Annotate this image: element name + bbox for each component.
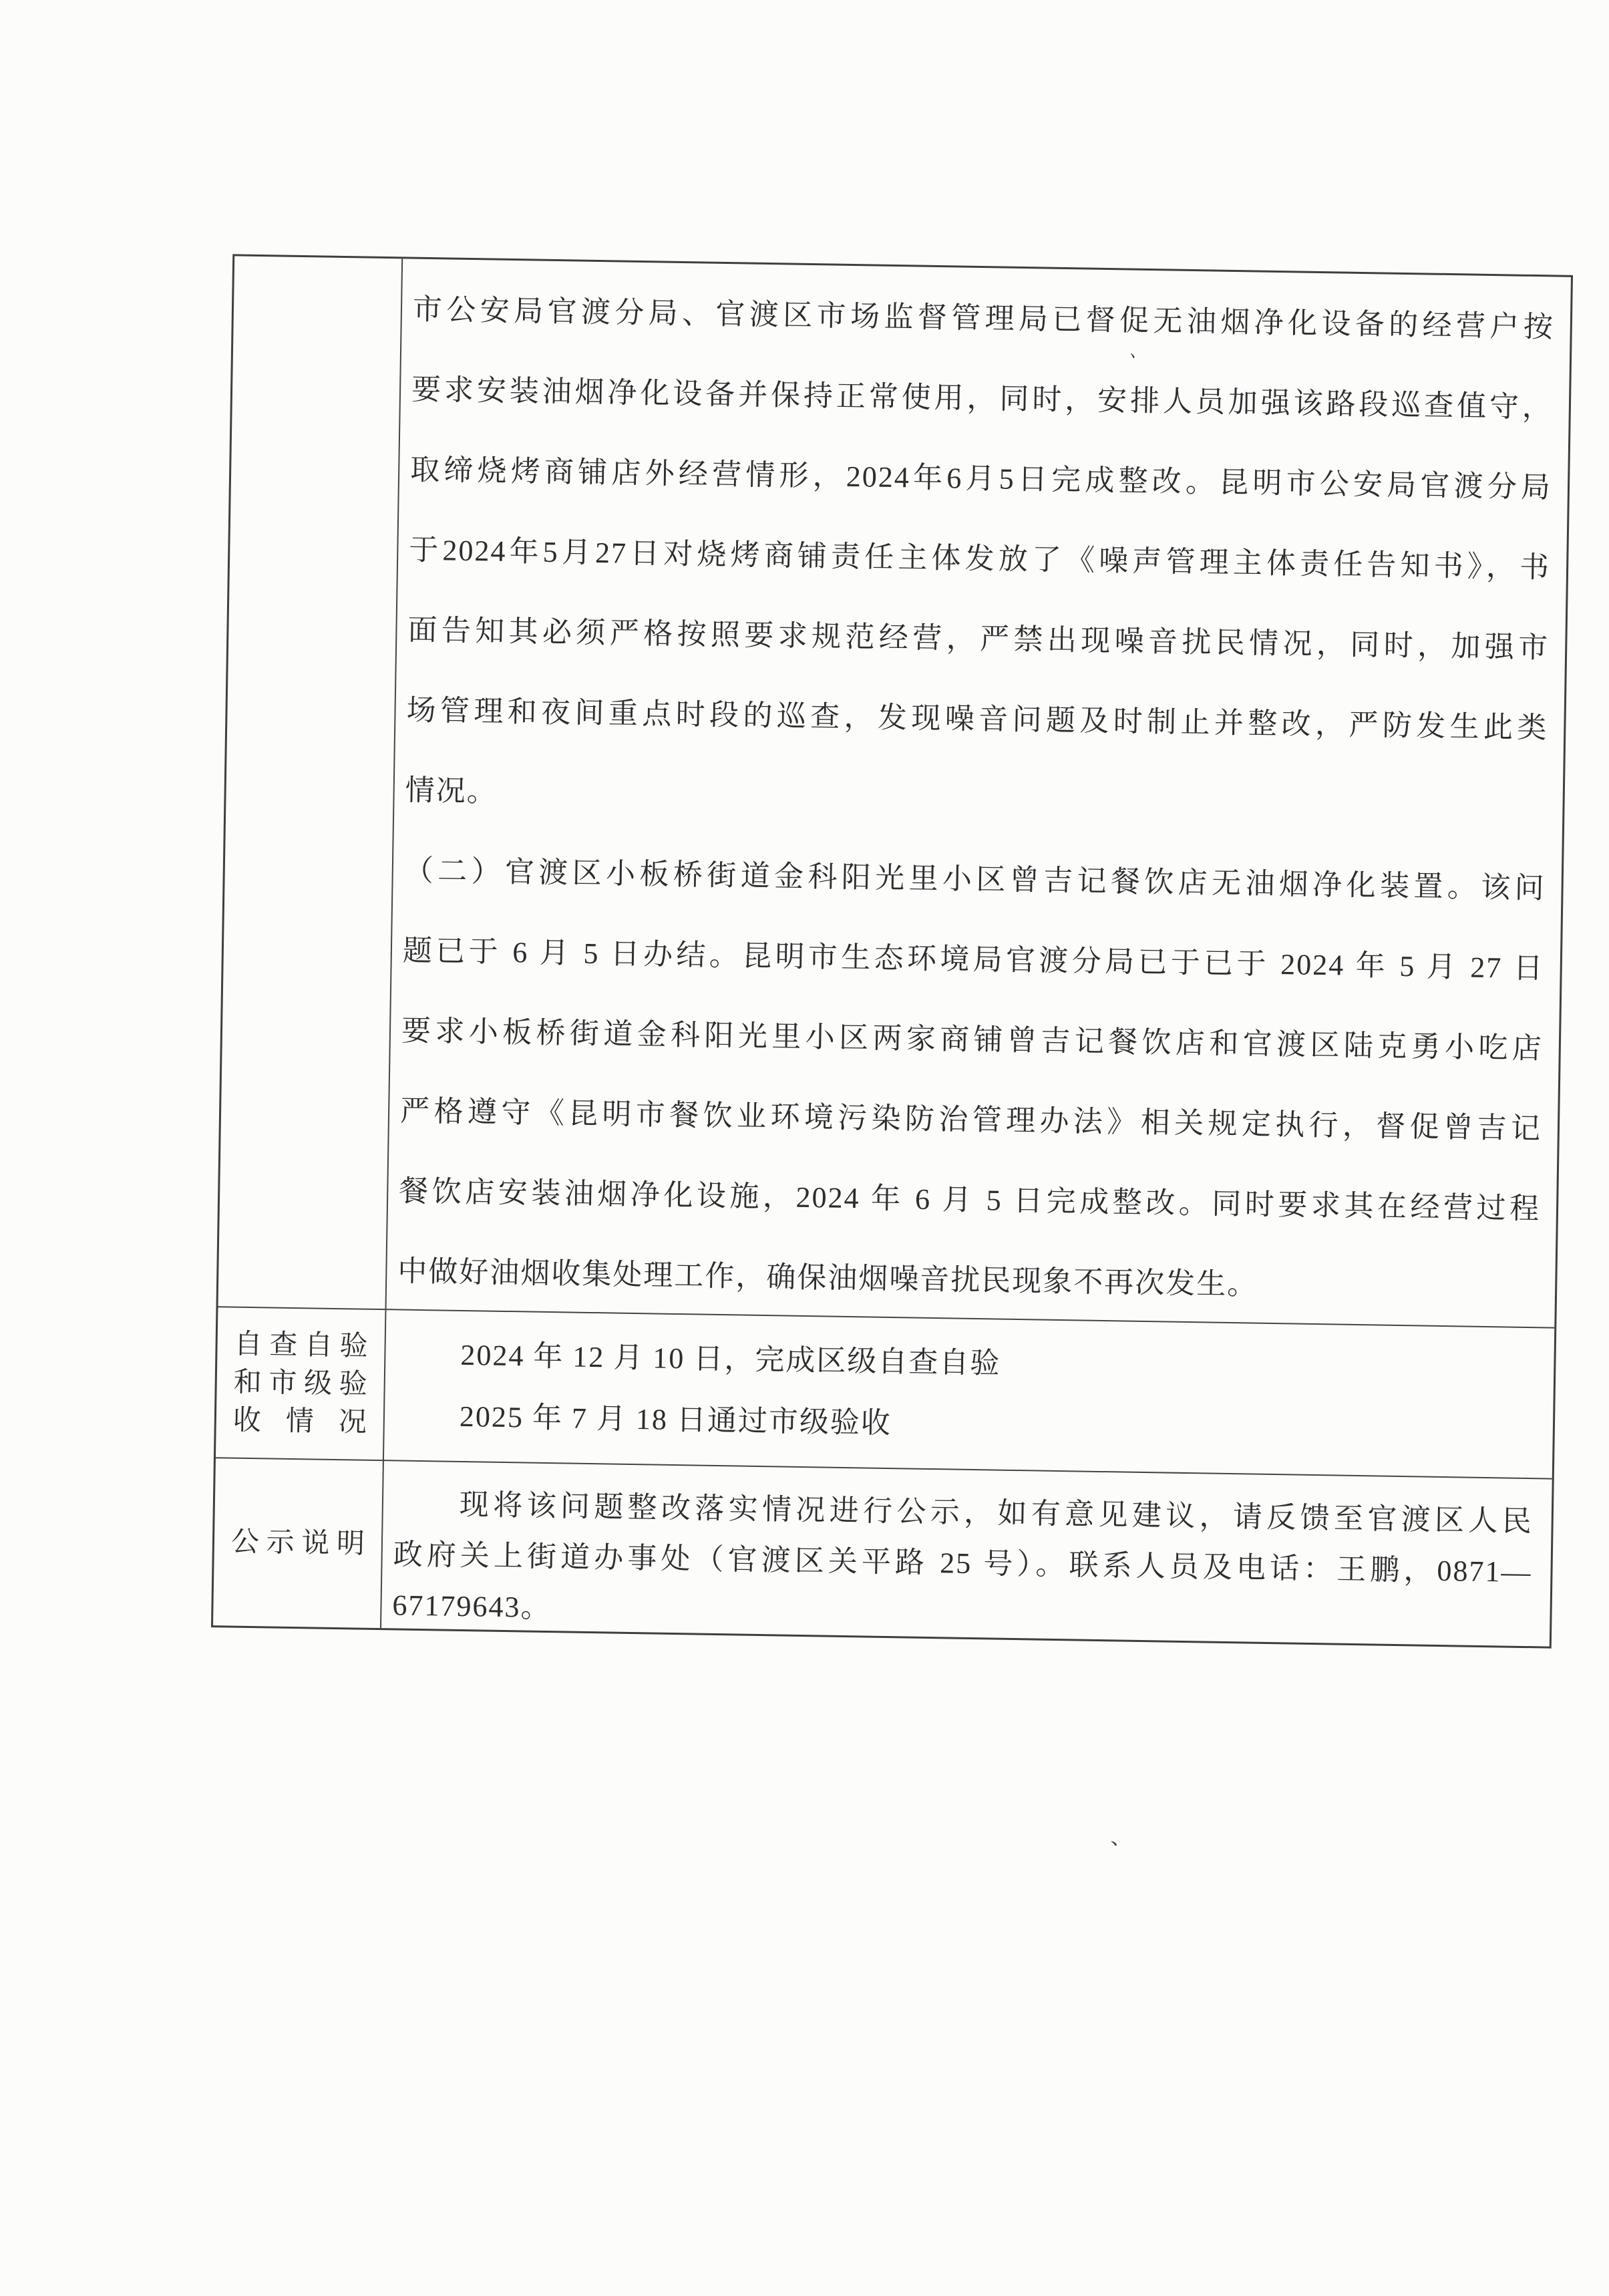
text-line: 现将该问题整改落实情况进行公示，如有意见建议，请反馈至官渡区人民 [459,1488,1534,1538]
text-line: 场管理和夜间重点时段的巡查，发现噪音问题及时制止并整改，严防发生此类 [406,693,1548,745]
text-line: 2024 年 12 月 10 日，完成区级自查自验 [460,1338,1001,1380]
publicity-note-content [381,1460,1552,1646]
text-line: 政府关上街道办事处（官渡区关平路 25 号）。联系人员及电话：王鹏，0871— [393,1538,1532,1589]
stray-ink-mark: 、 [1109,1825,1131,1850]
text-line: 取缔烧烤商铺店外经营情形，2024年6月5日完成整改。昆明市公安局官渡分局 [409,453,1552,504]
row1-label-cell-empty [218,256,403,1309]
text-line: 于2024年5月27日对烧烤商铺责任主体发放了《噪声管理主体责任告知书》，书 [408,533,1551,585]
text-line: 严格遵守《昆明市餐饮业环境污染防治管理办法》相关规定执行，督促曾吉记 [399,1094,1542,1146]
self-check-row-label [216,1306,387,1460]
text-line: 67179643。 [392,1589,552,1625]
publicity-note-label [213,1457,384,1628]
text-line: 收情况 [232,1405,367,1438]
text-line: 自查自验 [234,1329,368,1362]
text-line: 公示说明 [230,1526,365,1560]
text-line: 市公安局官渡分局、官渡区市场监督管理局已督促无油烟净化设备的经营户按 [412,293,1555,344]
rectification-table [211,254,1573,1648]
text-line: 和市级验 [233,1367,368,1400]
stray-ink-mark: 、 [1129,341,1149,363]
text-line: 题已于 6 月 5 日办结。昆明市生态环境局官渡分局已于已于 2024 年 5 月 27 日 [402,934,1545,985]
text-line: 中做好油烟收集处理工作，确保油烟噪音扰民现象不再次发生。 [397,1255,1258,1301]
text-line: 情况。 [405,774,498,808]
text-line: 2025 年 7 月 18 日通过市级验收 [459,1400,892,1440]
text-line: 要求小板桥街道金科阳光里小区两家商铺曾吉记餐饮店和官渡区陆克勇小吃店 [401,1014,1544,1065]
text-line: （二）官渡区小板桥街道金科阳光里小区曾吉记餐饮店无油烟净化装置。该问 [403,854,1546,905]
text-line: 要求安装油烟净化设备并保持正常使用，同时，安排人员加强该路段巡查值守， [411,373,1554,424]
text-line: 面告知其必须严格按照要求规范经营，严禁出现噪音扰民情况，同时，加强市 [407,613,1550,665]
text-line: 餐饮店安装油烟净化设施，2024 年 6 月 5 日完成整改。同时要求其在经营过程 [398,1174,1541,1226]
self-check-row-content [384,1309,1554,1478]
rectification-measures-text [387,259,1571,1327]
